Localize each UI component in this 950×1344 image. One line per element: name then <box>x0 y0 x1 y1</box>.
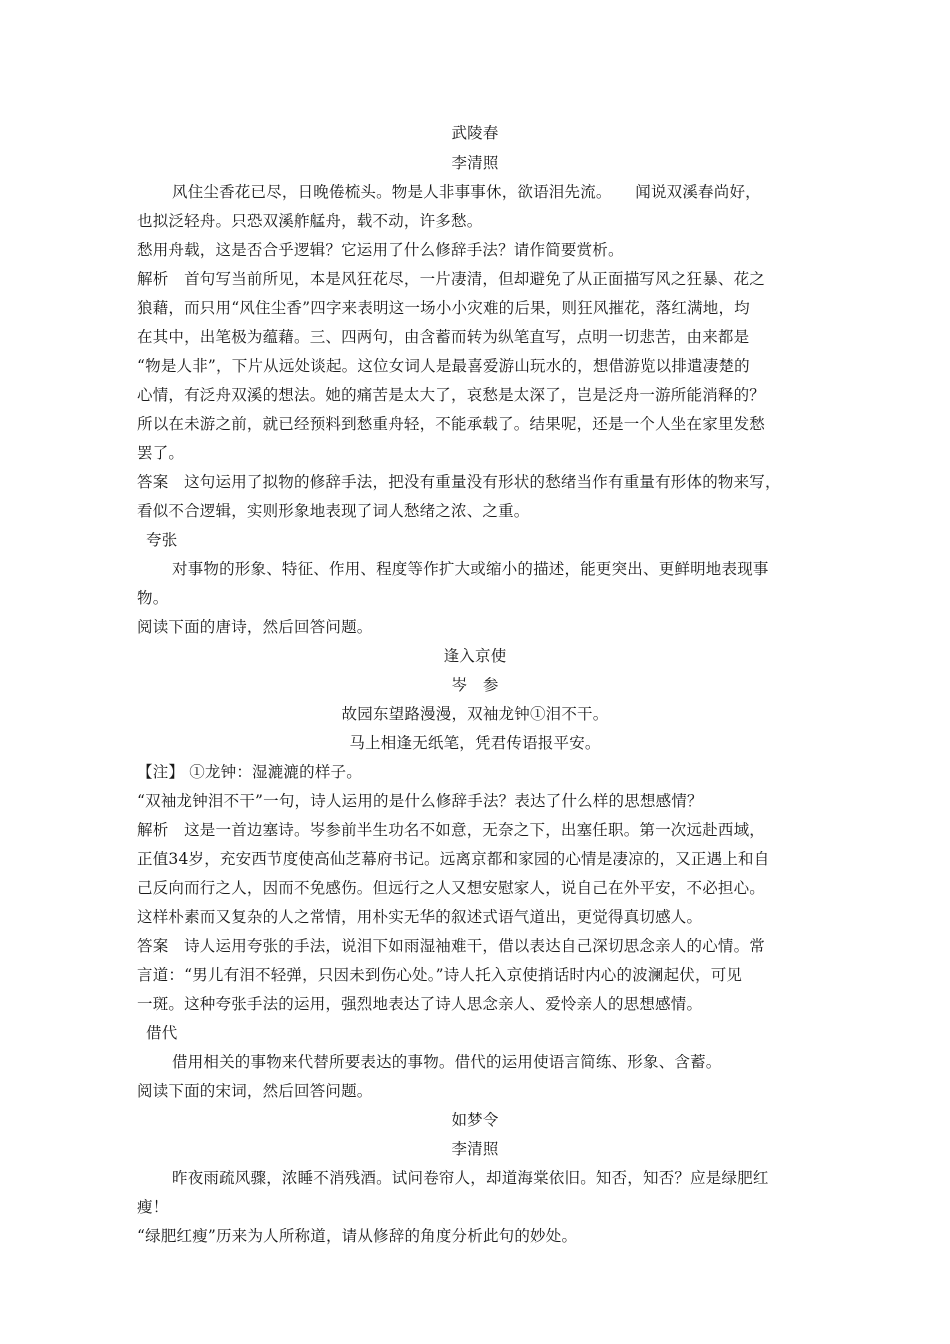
poem-title: 逢入京使 <box>443 647 507 665</box>
definition-text: 物。 <box>137 589 169 607</box>
poem-author: 李清照 <box>451 154 499 172</box>
note-text: 【注】 ①龙钟：湿漉漉的样子。 <box>137 763 362 781</box>
poem-author: 岑 参 <box>451 676 499 694</box>
question: 愁用舟载，这是否合乎逻辑？它运用了什么修辞手法？请作简要赏析。 <box>137 241 624 259</box>
analysis-text: “物是人非”，下片从远处谈起。这位女词人是最喜爱游山玩水的，想借游览以排遣凄楚的 <box>137 357 750 375</box>
poem-text: 昨夜雨疏风骤，浓睡不消残酒。试问卷帘人，却道海棠依旧。知否，知否？应是绿肥红 <box>172 1169 769 1187</box>
section-heading: 夸张 <box>146 531 178 549</box>
question: “双袖龙钟泪不干”一句，诗人运用的是什么修辞手法？表达了什么样的思想感情？ <box>137 792 703 810</box>
poem-text: 也拟泛轻舟。只恐双溪舴艋舟，载不动，许多愁。 <box>137 212 483 230</box>
poem-text: 故园东望路漫漫，双袖龙钟①泪不干。 <box>341 705 609 723</box>
poem-text: 风住尘香花已尽，日晚倦梳头。物是人非事事休，欲语泪先流。 闻说双溪春尚好， <box>172 183 761 201</box>
answer-text: 看似不合逻辑，实则形象地表现了词人愁绪之浓、之重。 <box>137 502 530 520</box>
analysis-text: 解析 首句写当前所见，本是风狂花尽，一片凄清，但却避免了从正面描写风之狂暴、花之 <box>137 270 766 288</box>
poem-text: 瘦！ <box>137 1198 169 1216</box>
answer-text: 答案 诗人运用夸张的手法，说泪下如雨湿袖难干，借以表达自己深切思念亲人的心情。常 <box>137 937 766 955</box>
analysis-text: 正值34岁，充安西节度使高仙芝幕府书记。远离京都和家园的心情是凄凉的，又正遇上和自 <box>137 850 770 868</box>
answer-text: 一斑。这种夸张手法的运用，强烈地表达了诗人思念亲人、爱怜亲人的思想感情。 <box>137 995 703 1013</box>
poem-author: 李清照 <box>451 1140 499 1158</box>
analysis-text: 心情，有泛舟双溪的想法。她的痛苦是太大了，哀愁是太深了，岂是泛舟一游所能消释的？ <box>137 386 766 404</box>
poem-title: 武陵春 <box>451 124 499 142</box>
analysis-text: 所以在未游之前，就已经预料到愁重舟轻，不能承载了。结果呢，还是一个人坐在家里发愁 <box>137 415 766 433</box>
analysis-text: 罢了。 <box>137 444 185 462</box>
analysis-text: 在其中，出笔极为蕴藉。三、四两句，由含蓄而转为纵笔直写，点明一切悲苦，由来都是 <box>137 328 750 346</box>
analysis-text: 解析 这是一首边塞诗。岑参前半生功名不如意，无奈之下，出塞任职。第一次远赴西域， <box>137 821 766 839</box>
definition-text: 对事物的形象、特征、作用、程度等作扩大或缩小的描述，能更突出、更鲜明地表现事 <box>172 560 769 578</box>
instruction-text: 阅读下面的宋词，然后回答问题。 <box>137 1082 373 1100</box>
analysis-text: 这样朴素而又复杂的人之常情，用朴实无华的叙述式语气道出，更觉得真切感人。 <box>137 908 703 926</box>
poem-text: 马上相逢无纸笔，凭君传语报平安。 <box>349 734 601 752</box>
question: “绿肥红瘦”历来为人所称道，请从修辞的角度分析此句的妙处。 <box>137 1227 578 1245</box>
answer-text: 答案 这句运用了拟物的修辞手法，把没有重量没有形状的愁绪当作有重量有形体的物来写， <box>137 473 781 491</box>
instruction-text: 阅读下面的唐诗，然后回答问题。 <box>137 618 373 636</box>
analysis-text: 己反向而行之人，因而不免感伤。但远行之人又想安慰家人，说自己在外平安，不必担心。 <box>137 879 766 897</box>
answer-text: 言道：“男儿有泪不轻弹，只因未到伤心处。”诗人托入京使捎话时内心的波澜起伏，可见 <box>137 966 743 984</box>
definition-text: 借用相关的事物来代替所要表达的事物。借代的运用使语言简练、形象、含蓄。 <box>172 1053 722 1071</box>
poem-title: 如梦令 <box>451 1111 499 1129</box>
section-heading: 借代 <box>146 1024 178 1042</box>
analysis-text: 狼藉，而只用“风住尘香”四字来表明这一场小小灾难的后果，则狂风摧花，落红满地，均 <box>137 299 750 317</box>
